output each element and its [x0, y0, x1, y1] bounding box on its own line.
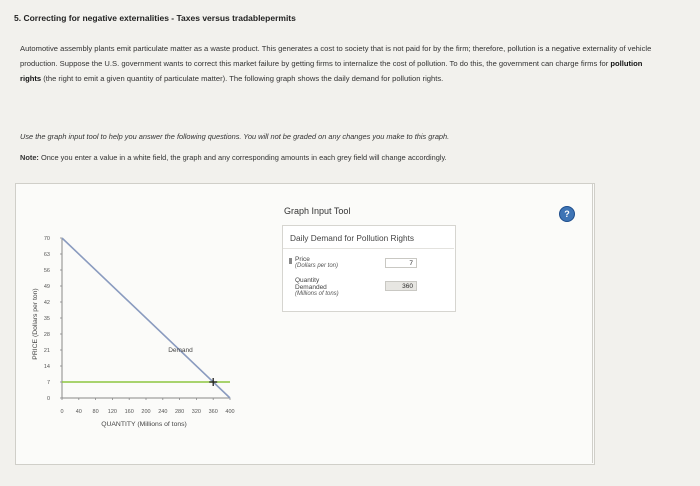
y-tick-label: 7: [46, 380, 50, 386]
help-button[interactable]: ?: [559, 206, 575, 222]
y-tick-label: 21: [43, 348, 50, 354]
x-tick-label: 0: [60, 409, 64, 415]
y-tick-label: 14: [43, 364, 50, 370]
note-label: Note:: [20, 153, 39, 162]
price-label: [295, 256, 338, 270]
price-unit-text: (Dollars per ton): [295, 263, 339, 269]
quantity-unit-text: (Millions of tons): [295, 291, 339, 297]
x-tick-label: 400: [225, 409, 235, 415]
x-tick-label: 240: [158, 409, 168, 415]
y-axis-label: PRICE (Dollars per ton): [32, 288, 39, 360]
graph-input-tool-title: Graph Input Tool: [284, 206, 351, 216]
x-tick-label: 160: [124, 409, 134, 415]
x-tick-label: 280: [175, 409, 185, 415]
y-tick-label: 35: [43, 316, 50, 322]
y-tick-label: 49: [43, 284, 50, 290]
x-tick-label: 80: [92, 409, 99, 415]
price-input-field[interactable]: 7: [385, 258, 417, 268]
quantity-label: [295, 277, 339, 298]
quantity-label-line1: Quantity: [295, 277, 320, 284]
quantity-label-line2: Demanded: [295, 284, 327, 291]
input-box-divider: [283, 248, 454, 249]
y-tick-label: 0: [46, 396, 50, 402]
x-axis-label: QUANTITY (Millions of tons): [101, 421, 187, 428]
x-tick-label: 120: [107, 409, 117, 415]
paragraph-text-2: (the right to emit a given quantity of particulate matter). The following graph shows the daily demand for pollution rights.: [41, 74, 444, 83]
y-tick-label: 56: [43, 268, 50, 274]
pollution-rights-term: pollution rights: [20, 59, 643, 83]
graph-instruction: Use the graph input tool to help you answer the following questions. You will not be graded on any changes you make to this graph.: [20, 132, 450, 141]
price-label-text: Price: [295, 256, 310, 263]
x-tick-label: 360: [208, 409, 218, 415]
demand-label: Demand: [168, 347, 193, 354]
y-tick-label: 28: [43, 332, 50, 338]
x-tick-label: 40: [75, 409, 82, 415]
y-tick-label: 63: [43, 252, 50, 258]
question-title: 5. Correcting for negative externalities - Taxes versus tradablepermits: [14, 13, 296, 23]
y-tick-label: 42: [43, 300, 50, 306]
y-tick-label: 70: [43, 236, 50, 242]
input-box-title: Daily Demand for Pollution Rights: [290, 233, 415, 243]
quantity-output-field: 360: [385, 281, 417, 291]
price-row-marker: [289, 258, 292, 264]
x-tick-label: 200: [141, 409, 151, 415]
paragraph-text-1: Automotive assembly plants emit particulate matter as a waste product. This generates a cost to society that is not paid for by the firm; therefore, pollution is a negative externality of vehicle production. Suppose the U.S. government wants to correct this market failure by getting firms to internalize the cost of pollution. To do this, the government can charge firms for: [20, 44, 652, 68]
note-body: Once you enter a value in a white field, the graph and any corresponding amounts in each grey field will change accordingly.: [38, 153, 447, 162]
x-tick-label: 320: [191, 409, 201, 415]
demand-curve: [62, 238, 230, 398]
